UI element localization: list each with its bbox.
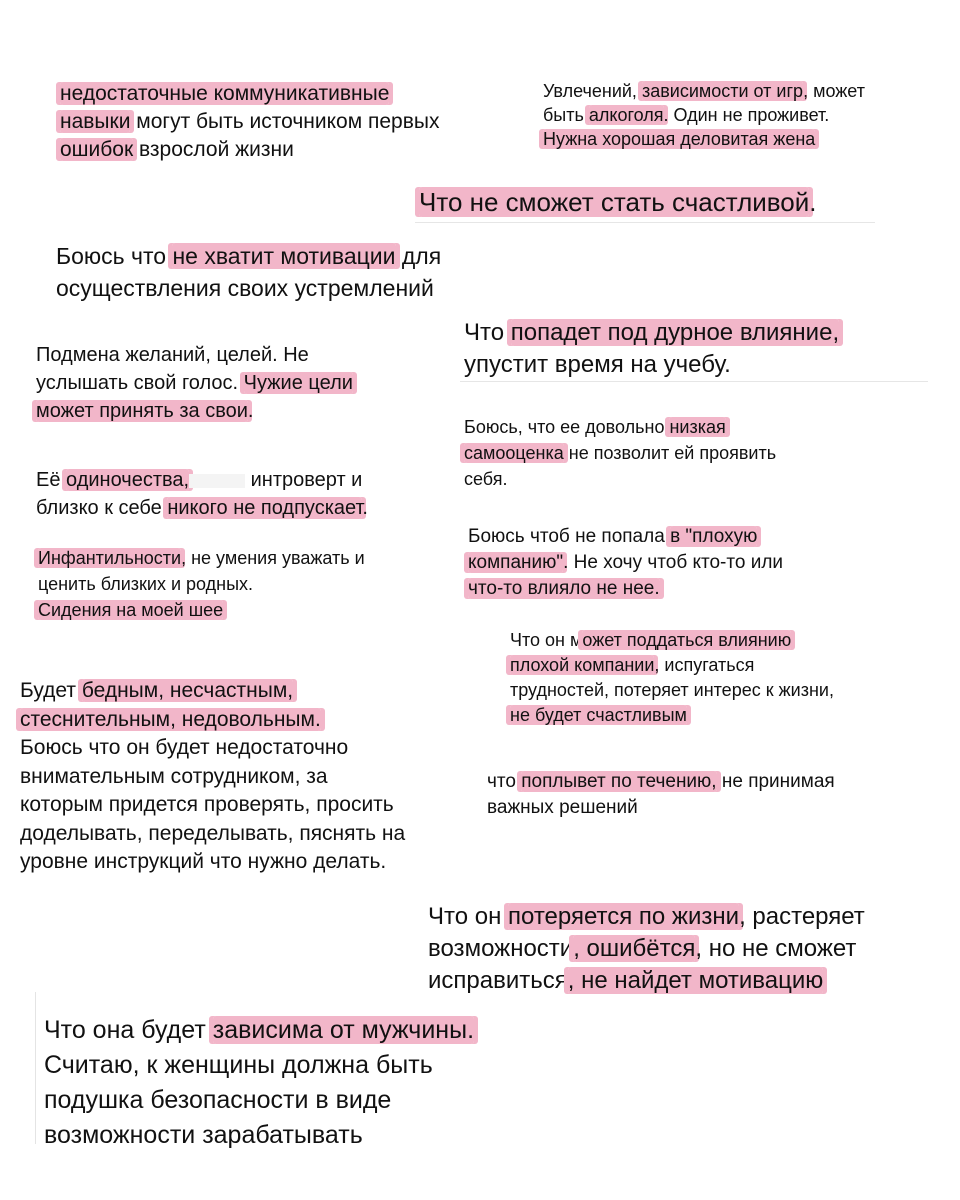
plain-text: , испугаться	[654, 655, 755, 675]
plain-text: , может	[803, 81, 865, 101]
text-line	[60, 108, 440, 136]
highlighted-text: Нужна хорошая деловитая жена	[543, 129, 816, 149]
text-line	[36, 397, 353, 425]
text-line	[468, 524, 783, 550]
highlighted-text: навыки	[60, 110, 131, 133]
text-line	[56, 272, 441, 304]
note-substituted-desires	[36, 341, 353, 425]
text-line	[44, 1013, 474, 1048]
highlighted-text: ошибок	[60, 138, 134, 161]
plain-text: не позволит ей проявить	[563, 443, 777, 463]
text-line	[38, 545, 365, 571]
redacted-block	[189, 474, 245, 488]
plain-text: возможности зарабатывать	[44, 1121, 363, 1149]
text-line	[464, 414, 776, 440]
text-line	[464, 317, 839, 349]
note-low-self-esteem	[464, 414, 776, 492]
highlighted-text: ожет поддаться влиянию	[582, 630, 792, 650]
separator	[35, 992, 36, 1144]
text-line	[487, 769, 835, 795]
text-line	[464, 440, 776, 466]
plain-text: интроверт и	[245, 469, 363, 491]
text-line	[44, 1048, 474, 1083]
plain-text: Будет	[20, 679, 82, 702]
highlighted-text: зависима от мужчины.	[212, 1016, 475, 1044]
highlighted-text: попадет под дурное влияние,	[510, 319, 840, 346]
note-unhappy	[419, 185, 817, 219]
highlighted-text: одиночества,	[66, 469, 190, 491]
plain-text: Боюсь что	[56, 243, 173, 269]
text-line	[464, 349, 839, 381]
highlighted-text: Инфантильности	[38, 548, 182, 568]
text-line	[487, 795, 835, 821]
plain-text: близко к себе	[36, 497, 168, 519]
plain-text: быть	[543, 105, 589, 125]
text-line	[38, 597, 365, 623]
text-line	[20, 848, 405, 877]
plain-text: . Один не проживет.	[663, 105, 830, 125]
text-line	[468, 550, 783, 576]
text-line	[36, 466, 368, 494]
plain-text: трудностей, потеряет интерес к жизни,	[510, 680, 834, 700]
highlighted-text: низкая	[669, 417, 726, 437]
note-dependent-on-man	[44, 1013, 474, 1153]
plain-text: .	[247, 400, 254, 422]
note-poor-employee	[20, 677, 405, 877]
plain-text: Считаю, к женщины должна быть	[44, 1051, 433, 1079]
highlighted-text: потеряется по жизни	[508, 903, 740, 930]
plain-text: Что он м	[510, 630, 583, 650]
text-line	[428, 965, 865, 997]
highlighted-text: плохой компании	[510, 655, 655, 675]
text-line	[44, 1118, 474, 1153]
text-line	[543, 103, 865, 127]
text-line	[20, 734, 405, 763]
text-line	[20, 820, 405, 849]
note-bad-company	[468, 524, 783, 602]
highlighted-text: недостаточные коммуникативные	[60, 82, 390, 105]
text-line	[464, 466, 776, 492]
text-line	[36, 494, 368, 522]
highlighted-text: стеснительным, недовольным.	[20, 707, 321, 731]
text-line	[60, 136, 440, 164]
text-line	[510, 628, 834, 653]
plain-text: .	[362, 497, 368, 519]
highlighted-text: Сидения на моей шее	[38, 600, 224, 620]
plain-text: подушка безопасности в виде	[44, 1086, 392, 1114]
text-line	[56, 240, 441, 272]
highlighted-text: бедным, несчастным,	[81, 679, 294, 702]
plain-text: доделывать, переделывать, пяснять на	[20, 821, 406, 845]
note-motivation	[56, 240, 441, 304]
highlighted-text: может принять за свои	[36, 400, 248, 422]
plain-text: Подмена желаний, целей. Не	[36, 344, 309, 366]
plain-text: , но не сможет	[695, 935, 857, 962]
plain-text: не принимая	[716, 771, 835, 792]
plain-text: Увлечений,	[543, 81, 642, 101]
text-line	[543, 79, 865, 103]
plain-text: Боюсь что он будет недостаточно	[20, 736, 349, 759]
plain-text: упустит время на учебу.	[464, 351, 731, 378]
plain-text: .	[809, 187, 817, 217]
plain-text: которым придется проверять, просить	[20, 793, 394, 816]
text-line	[468, 576, 783, 602]
separator	[415, 222, 875, 223]
note-bad-company-influence	[510, 628, 834, 728]
text-line	[510, 653, 834, 678]
plain-text: Её	[36, 469, 67, 491]
text-line	[543, 127, 865, 151]
note-communication-skills	[60, 80, 440, 164]
text-line	[36, 341, 353, 369]
text-line	[510, 678, 834, 703]
plain-text: Боюсь, что ее довольно	[464, 417, 670, 437]
highlighted-text: алкоголя	[588, 105, 664, 125]
highlighted-text: зависимости от игр	[641, 81, 804, 101]
plain-text: важных решений	[487, 797, 638, 818]
text-line	[510, 703, 834, 728]
highlighted-text: не будет счастливым	[510, 705, 687, 725]
text-line	[20, 791, 405, 820]
highlighted-text: в "плохую	[670, 526, 758, 547]
plain-text: услышать свой голос.	[36, 372, 244, 394]
plain-text: , не умения уважать и	[181, 548, 365, 568]
highlighted-text: никого не подпускает	[167, 497, 363, 519]
highlighted-text: Чужие цели	[243, 372, 353, 394]
plain-text: могут быть источником первых	[130, 110, 440, 133]
note-infantilism	[38, 545, 365, 623]
plain-text: ценить близких и родных.	[38, 574, 254, 594]
highlighted-text: , ошибётся	[573, 935, 696, 962]
highlighted-text: самооценка	[464, 443, 564, 463]
plain-text: Что она будет	[44, 1016, 213, 1044]
separator	[460, 381, 928, 382]
plain-text: , растеряет	[739, 903, 865, 930]
note-addictions	[543, 79, 865, 151]
plain-text: Что он	[428, 903, 509, 930]
text-line	[20, 763, 405, 792]
text-line	[428, 933, 865, 965]
highlighted-text: не хватит мотивации	[172, 243, 396, 269]
note-lost-in-life	[428, 901, 865, 997]
text-line	[20, 677, 405, 706]
note-loneliness	[36, 466, 368, 522]
plain-text: внимательным сотрудником, за	[20, 764, 328, 788]
text-line	[36, 369, 353, 397]
text-line	[60, 80, 440, 108]
highlighted-text: что-то влияло не нее.	[468, 578, 660, 599]
highlighted-text: поплывет по течению,	[521, 771, 717, 792]
plain-text: осуществления своих устремлений	[56, 275, 434, 301]
text-line	[20, 706, 405, 735]
text-line	[419, 185, 817, 219]
text-line	[428, 901, 865, 933]
plain-text: . Не хочу чтоб кто-то или	[563, 552, 784, 573]
highlighted-text: , не найдет мотивацию	[567, 967, 824, 994]
plain-text: уровне инструкций что нужно делать.	[20, 850, 387, 873]
plain-text: Что	[464, 319, 511, 346]
note-bad-influence	[464, 317, 839, 381]
plain-text: возможности	[428, 935, 574, 962]
plain-text: для	[395, 243, 442, 269]
note-go-with-the-flow	[487, 769, 835, 821]
plain-text: Боюсь чтоб не попала	[468, 526, 671, 547]
text-line	[38, 571, 365, 597]
plain-text: что	[487, 771, 522, 792]
plain-text: взрослой жизни	[133, 138, 294, 161]
plain-text: исправиться	[428, 967, 568, 994]
plain-text: себя.	[464, 469, 508, 489]
highlighted-text: Что не сможет стать счастливой	[419, 187, 810, 217]
highlighted-text: компанию"	[468, 552, 564, 573]
text-line	[44, 1083, 474, 1118]
